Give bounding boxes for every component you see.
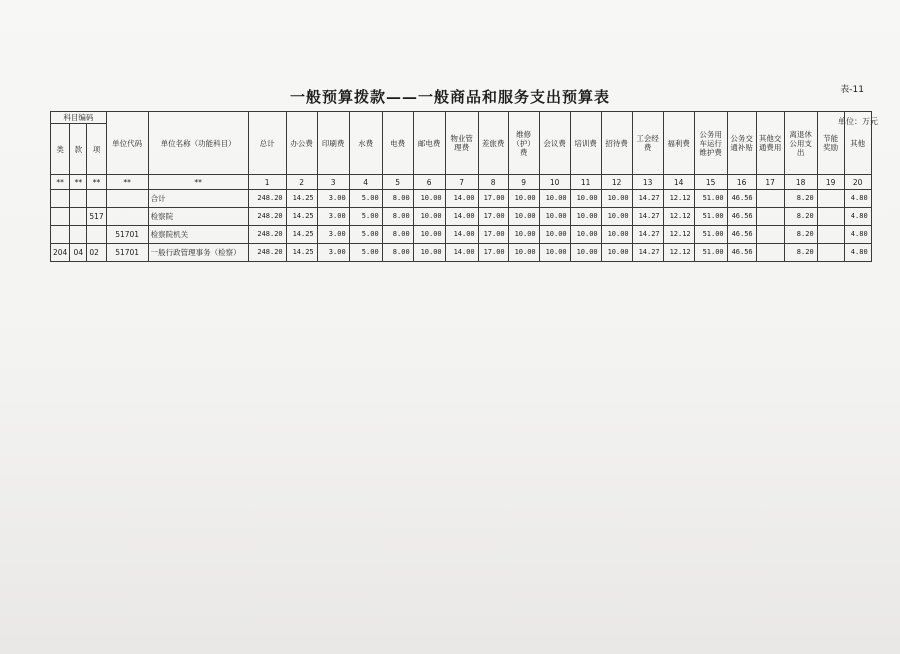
value-cell: 14.00 — [445, 208, 478, 226]
value-cell: 8.00 — [382, 244, 413, 262]
value-cell: 10.00 — [601, 190, 632, 208]
column-number: 8 — [478, 175, 508, 190]
column-header: 公务交通补贴 — [727, 112, 756, 175]
value-cell — [817, 244, 844, 262]
unit-code-cell: 51701 — [106, 244, 148, 262]
table-row — [51, 226, 872, 244]
value-cell: 8.00 — [382, 226, 413, 244]
value-cell — [756, 226, 784, 244]
unit-name-cell: 一般行政管理事务（检察） — [148, 244, 248, 262]
value-cell: 8.20 — [784, 244, 817, 262]
unit-name-cell: 合计 — [148, 190, 248, 208]
star-cell: ** — [106, 175, 148, 190]
value-cell: 5.00 — [349, 244, 382, 262]
value-cell: 14.00 — [445, 244, 478, 262]
class-lei-cell: 204 — [51, 244, 70, 262]
value-cell: 4.80 — [844, 190, 871, 208]
value-cell: 10.00 — [508, 226, 539, 244]
value-cell: 10.00 — [539, 208, 570, 226]
value-cell: 14.25 — [286, 208, 317, 226]
value-cell: 10.00 — [539, 190, 570, 208]
value-cell: 17.00 — [478, 208, 508, 226]
value-cell — [817, 226, 844, 244]
value-cell: 5.00 — [349, 190, 382, 208]
value-cell: 14.27 — [632, 226, 663, 244]
unit-code-cell: 51701 — [106, 226, 148, 244]
class-xiang-cell: 02 — [87, 244, 106, 262]
value-cell: 46.56 — [727, 244, 756, 262]
header-row-1 — [51, 112, 872, 124]
table-row — [51, 244, 872, 262]
column-header: 节能奖励 — [817, 112, 844, 175]
value-cell: 10.00 — [601, 226, 632, 244]
class-kuan-cell — [70, 190, 87, 208]
column-number: 12 — [601, 175, 632, 190]
column-header: 印刷费 — [317, 112, 349, 175]
value-cell: 14.25 — [286, 244, 317, 262]
column-number: 9 — [508, 175, 539, 190]
column-number: 20 — [844, 175, 871, 190]
column-header: 维修（护）费 — [508, 112, 539, 175]
budget-table — [50, 111, 872, 262]
value-cell: 17.00 — [478, 190, 508, 208]
unit-name-cell: 检察院 — [148, 208, 248, 226]
value-cell: 8.20 — [784, 190, 817, 208]
value-cell: 14.00 — [445, 226, 478, 244]
subject-code-header: 科目编码 — [51, 112, 107, 124]
column-header: 水费 — [349, 112, 382, 175]
column-header: 电费 — [382, 112, 413, 175]
value-cell: 3.00 — [317, 244, 349, 262]
class-lei-header: 类 — [51, 124, 70, 175]
value-cell: 51.00 — [694, 226, 727, 244]
value-cell — [817, 190, 844, 208]
column-number: 4 — [349, 175, 382, 190]
star-cell: ** — [70, 175, 87, 190]
unit-code-header: 单位代码 — [106, 112, 148, 175]
class-xiang-header: 项 — [87, 124, 106, 175]
column-number: 18 — [784, 175, 817, 190]
column-number: 3 — [317, 175, 349, 190]
value-cell: 46.56 — [727, 226, 756, 244]
value-cell: 10.00 — [570, 190, 601, 208]
unit-code-cell — [106, 208, 148, 226]
value-cell: 10.00 — [601, 208, 632, 226]
unit-name-cell: 检察院机关 — [148, 226, 248, 244]
value-cell: 12.12 — [663, 190, 694, 208]
value-cell: 5.00 — [349, 226, 382, 244]
column-number: 19 — [817, 175, 844, 190]
column-number: 17 — [756, 175, 784, 190]
value-cell: 248.20 — [248, 190, 286, 208]
value-cell: 10.00 — [601, 244, 632, 262]
star-cell: ** — [148, 175, 248, 190]
column-header: 招待费 — [601, 112, 632, 175]
column-header: 总计 — [248, 112, 286, 175]
unit-label: 单位：万元 — [838, 117, 878, 126]
table-number: 表-11 — [840, 85, 864, 95]
star-cell: ** — [51, 175, 70, 190]
value-cell: 10.00 — [539, 226, 570, 244]
column-number: 6 — [413, 175, 445, 190]
value-cell: 17.00 — [478, 226, 508, 244]
column-header: 工会经费 — [632, 112, 663, 175]
value-cell: 10.00 — [413, 226, 445, 244]
value-cell: 12.12 — [663, 226, 694, 244]
value-cell — [817, 208, 844, 226]
class-kuan-cell: 04 — [70, 244, 87, 262]
value-cell: 14.27 — [632, 244, 663, 262]
value-cell: 46.56 — [727, 190, 756, 208]
column-header: 差旅费 — [478, 112, 508, 175]
class-xiang-cell: 517 — [87, 208, 106, 226]
value-cell — [756, 244, 784, 262]
value-cell: 3.00 — [317, 208, 349, 226]
value-cell: 51.00 — [694, 190, 727, 208]
value-cell — [756, 208, 784, 226]
column-header: 其他交通费用 — [756, 112, 784, 175]
column-number: 5 — [382, 175, 413, 190]
value-cell: 4.80 — [844, 244, 871, 262]
column-number: 10 — [539, 175, 570, 190]
class-kuan-header: 款 — [70, 124, 87, 175]
star-row — [51, 175, 872, 190]
column-header: 福利费 — [663, 112, 694, 175]
column-number: 1 — [248, 175, 286, 190]
value-cell: 248.20 — [248, 226, 286, 244]
table-row — [51, 208, 872, 226]
value-cell: 51.00 — [694, 244, 727, 262]
value-cell: 10.00 — [508, 208, 539, 226]
column-number: 7 — [445, 175, 478, 190]
column-header: 培训费 — [570, 112, 601, 175]
class-lei-cell — [51, 190, 70, 208]
value-cell: 4.80 — [844, 208, 871, 226]
unit-name-header: 单位名称（功能科目） — [148, 112, 248, 175]
value-cell: 51.00 — [694, 208, 727, 226]
value-cell: 8.20 — [784, 226, 817, 244]
value-cell: 46.56 — [727, 208, 756, 226]
value-cell: 12.12 — [663, 208, 694, 226]
value-cell: 8.20 — [784, 208, 817, 226]
value-cell: 10.00 — [508, 190, 539, 208]
value-cell: 10.00 — [413, 244, 445, 262]
page-title: 一般预算拨款——一般商品和服务支出预算表 — [289, 88, 610, 106]
value-cell: 12.12 — [663, 244, 694, 262]
value-cell: 14.25 — [286, 190, 317, 208]
value-cell: 5.00 — [349, 208, 382, 226]
column-number: 14 — [663, 175, 694, 190]
column-number: 11 — [570, 175, 601, 190]
value-cell: 248.20 — [248, 208, 286, 226]
value-cell: 14.27 — [632, 190, 663, 208]
value-cell: 17.00 — [478, 244, 508, 262]
value-cell: 8.00 — [382, 208, 413, 226]
unit-code-cell — [106, 190, 148, 208]
value-cell: 14.25 — [286, 226, 317, 244]
value-cell: 3.00 — [317, 226, 349, 244]
class-kuan-cell — [70, 208, 87, 226]
column-header: 物业管理费 — [445, 112, 478, 175]
class-kuan-cell — [70, 226, 87, 244]
value-cell: 10.00 — [570, 244, 601, 262]
table-row — [51, 190, 872, 208]
class-xiang-cell — [87, 226, 106, 244]
column-header: 其他 — [844, 112, 871, 175]
value-cell: 10.00 — [508, 244, 539, 262]
class-xiang-cell — [87, 190, 106, 208]
value-cell: 10.00 — [413, 208, 445, 226]
value-cell: 10.00 — [570, 208, 601, 226]
column-number: 15 — [694, 175, 727, 190]
value-cell: 10.00 — [570, 226, 601, 244]
column-header: 会议费 — [539, 112, 570, 175]
value-cell: 3.00 — [317, 190, 349, 208]
class-lei-cell — [51, 208, 70, 226]
column-number: 16 — [727, 175, 756, 190]
value-cell: 248.20 — [248, 244, 286, 262]
column-header: 邮电费 — [413, 112, 445, 175]
class-lei-cell — [51, 226, 70, 244]
value-cell: 4.80 — [844, 226, 871, 244]
value-cell: 10.00 — [413, 190, 445, 208]
value-cell: 8.00 — [382, 190, 413, 208]
value-cell: 14.27 — [632, 208, 663, 226]
star-cell: ** — [87, 175, 106, 190]
column-header: 公务用车运行维护费 — [694, 112, 727, 175]
value-cell: 10.00 — [539, 244, 570, 262]
column-number: 2 — [286, 175, 317, 190]
column-header: 离退休公用支出 — [784, 112, 817, 175]
value-cell: 14.00 — [445, 190, 478, 208]
value-cell — [756, 190, 784, 208]
column-header: 办公费 — [286, 112, 317, 175]
column-number: 13 — [632, 175, 663, 190]
